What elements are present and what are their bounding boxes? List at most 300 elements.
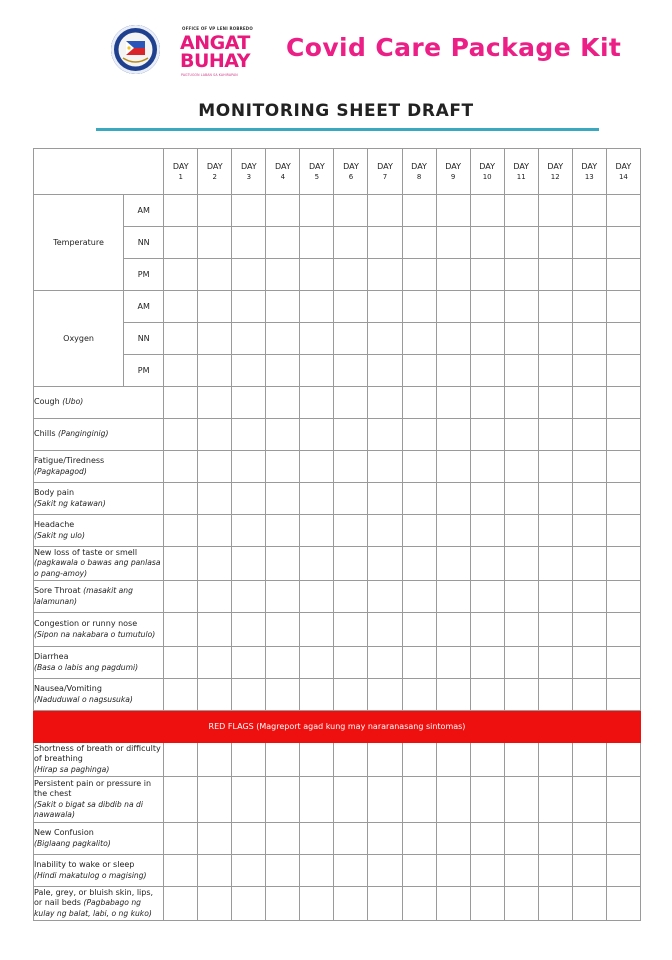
entry-cell[interactable] bbox=[436, 855, 470, 887]
entry-cell[interactable] bbox=[232, 515, 266, 547]
entry-cell[interactable] bbox=[266, 613, 300, 647]
entry-cell[interactable] bbox=[402, 515, 436, 547]
entry-cell[interactable] bbox=[266, 227, 300, 259]
entry-cell[interactable] bbox=[300, 613, 334, 647]
entry-cell[interactable] bbox=[232, 743, 266, 777]
entry-cell[interactable] bbox=[198, 547, 232, 581]
entry-cell[interactable] bbox=[606, 355, 640, 387]
entry-cell[interactable] bbox=[436, 887, 470, 921]
entry-cell[interactable] bbox=[266, 387, 300, 419]
entry-cell[interactable] bbox=[232, 291, 266, 323]
entry-cell[interactable] bbox=[198, 581, 232, 613]
entry-cell[interactable] bbox=[606, 743, 640, 777]
entry-cell[interactable] bbox=[334, 547, 368, 581]
entry-cell[interactable] bbox=[402, 291, 436, 323]
entry-cell[interactable] bbox=[164, 323, 198, 355]
entry-cell[interactable] bbox=[198, 419, 232, 451]
entry-cell[interactable] bbox=[368, 613, 402, 647]
entry-cell[interactable] bbox=[198, 195, 232, 227]
entry-cell[interactable] bbox=[538, 227, 572, 259]
entry-cell[interactable] bbox=[470, 777, 504, 823]
entry-cell[interactable] bbox=[300, 855, 334, 887]
entry-cell[interactable] bbox=[164, 451, 198, 483]
entry-cell[interactable] bbox=[198, 613, 232, 647]
entry-cell[interactable] bbox=[470, 259, 504, 291]
entry-cell[interactable] bbox=[402, 195, 436, 227]
entry-cell[interactable] bbox=[436, 581, 470, 613]
entry-cell[interactable] bbox=[470, 855, 504, 887]
entry-cell[interactable] bbox=[538, 581, 572, 613]
entry-cell[interactable] bbox=[402, 581, 436, 613]
entry-cell[interactable] bbox=[538, 777, 572, 823]
entry-cell[interactable] bbox=[300, 515, 334, 547]
entry-cell[interactable] bbox=[232, 451, 266, 483]
entry-cell[interactable] bbox=[198, 355, 232, 387]
entry-cell[interactable] bbox=[504, 323, 538, 355]
entry-cell[interactable] bbox=[470, 387, 504, 419]
entry-cell[interactable] bbox=[572, 647, 606, 679]
entry-cell[interactable] bbox=[368, 323, 402, 355]
entry-cell[interactable] bbox=[538, 647, 572, 679]
entry-cell[interactable] bbox=[572, 679, 606, 711]
entry-cell[interactable] bbox=[470, 227, 504, 259]
entry-cell[interactable] bbox=[368, 387, 402, 419]
entry-cell[interactable] bbox=[266, 259, 300, 291]
entry-cell[interactable] bbox=[164, 195, 198, 227]
entry-cell[interactable] bbox=[232, 679, 266, 711]
entry-cell[interactable] bbox=[538, 515, 572, 547]
logo-word-buhay: BUHAY bbox=[180, 50, 250, 72]
entry-cell[interactable] bbox=[334, 743, 368, 777]
entry-cell[interactable] bbox=[368, 547, 402, 581]
entry-cell[interactable] bbox=[606, 227, 640, 259]
entry-cell[interactable] bbox=[436, 195, 470, 227]
entry-cell[interactable] bbox=[538, 823, 572, 855]
entry-cell[interactable] bbox=[606, 195, 640, 227]
entry-cell[interactable] bbox=[198, 451, 232, 483]
entry-cell[interactable] bbox=[538, 259, 572, 291]
entry-cell[interactable] bbox=[538, 323, 572, 355]
entry-cell[interactable] bbox=[402, 419, 436, 451]
table-row bbox=[34, 387, 641, 419]
entry-cell[interactable] bbox=[232, 419, 266, 451]
entry-cell[interactable] bbox=[470, 581, 504, 613]
entry-cell[interactable] bbox=[436, 547, 470, 581]
entry-cell[interactable] bbox=[538, 855, 572, 887]
entry-cell[interactable] bbox=[504, 387, 538, 419]
entry-cell[interactable] bbox=[436, 259, 470, 291]
entry-cell[interactable] bbox=[368, 259, 402, 291]
entry-cell[interactable] bbox=[334, 195, 368, 227]
entry-cell[interactable] bbox=[572, 419, 606, 451]
entry-cell[interactable] bbox=[504, 777, 538, 823]
entry-cell[interactable] bbox=[334, 259, 368, 291]
entry-cell[interactable] bbox=[606, 855, 640, 887]
entry-cell[interactable] bbox=[232, 483, 266, 515]
entry-cell[interactable] bbox=[402, 613, 436, 647]
entry-cell[interactable] bbox=[470, 823, 504, 855]
entry-cell[interactable] bbox=[470, 355, 504, 387]
entry-cell[interactable] bbox=[368, 887, 402, 921]
entry-cell[interactable] bbox=[300, 387, 334, 419]
entry-cell[interactable] bbox=[436, 227, 470, 259]
entry-cell[interactable] bbox=[334, 515, 368, 547]
entry-cell[interactable] bbox=[504, 581, 538, 613]
entry-cell[interactable] bbox=[504, 227, 538, 259]
entry-cell[interactable] bbox=[402, 647, 436, 679]
entry-cell[interactable] bbox=[334, 355, 368, 387]
entry-cell[interactable] bbox=[402, 887, 436, 921]
entry-cell[interactable] bbox=[504, 855, 538, 887]
entry-cell[interactable] bbox=[606, 291, 640, 323]
entry-cell[interactable] bbox=[606, 679, 640, 711]
entry-cell[interactable] bbox=[232, 323, 266, 355]
entry-cell[interactable] bbox=[300, 291, 334, 323]
entry-cell[interactable] bbox=[572, 355, 606, 387]
entry-cell[interactable] bbox=[368, 195, 402, 227]
entry-cell[interactable] bbox=[164, 355, 198, 387]
entry-cell[interactable] bbox=[402, 323, 436, 355]
entry-cell[interactable] bbox=[164, 679, 198, 711]
table-row bbox=[34, 613, 641, 647]
entry-cell[interactable] bbox=[606, 419, 640, 451]
entry-cell[interactable] bbox=[504, 515, 538, 547]
entry-cell[interactable] bbox=[300, 323, 334, 355]
entry-cell[interactable] bbox=[266, 647, 300, 679]
entry-cell[interactable] bbox=[470, 323, 504, 355]
entry-cell[interactable] bbox=[572, 483, 606, 515]
entry-cell[interactable] bbox=[436, 291, 470, 323]
entry-cell[interactable] bbox=[300, 195, 334, 227]
entry-cell[interactable] bbox=[368, 483, 402, 515]
entry-cell[interactable] bbox=[538, 547, 572, 581]
entry-cell[interactable] bbox=[368, 451, 402, 483]
entry-cell[interactable] bbox=[232, 887, 266, 921]
entry-cell[interactable] bbox=[470, 451, 504, 483]
entry-cell[interactable] bbox=[436, 743, 470, 777]
entry-cell[interactable] bbox=[334, 227, 368, 259]
entry-cell[interactable] bbox=[504, 613, 538, 647]
entry-cell[interactable] bbox=[402, 547, 436, 581]
entry-cell[interactable] bbox=[504, 743, 538, 777]
entry-cell[interactable] bbox=[572, 613, 606, 647]
entry-cell[interactable] bbox=[266, 355, 300, 387]
entry-cell[interactable] bbox=[164, 515, 198, 547]
entry-cell[interactable] bbox=[504, 483, 538, 515]
entry-cell[interactable] bbox=[368, 515, 402, 547]
entry-cell[interactable] bbox=[198, 679, 232, 711]
entry-cell[interactable] bbox=[232, 581, 266, 613]
entry-cell[interactable] bbox=[266, 547, 300, 581]
entry-cell[interactable] bbox=[368, 679, 402, 711]
entry-cell[interactable] bbox=[606, 483, 640, 515]
entry-cell[interactable] bbox=[198, 823, 232, 855]
entry-cell[interactable] bbox=[538, 613, 572, 647]
entry-cell[interactable] bbox=[436, 355, 470, 387]
entry-cell[interactable] bbox=[470, 483, 504, 515]
entry-cell[interactable] bbox=[402, 483, 436, 515]
entry-cell[interactable] bbox=[334, 387, 368, 419]
entry-cell[interactable] bbox=[164, 547, 198, 581]
entry-cell[interactable] bbox=[368, 647, 402, 679]
entry-cell[interactable] bbox=[334, 647, 368, 679]
entry-cell[interactable] bbox=[266, 323, 300, 355]
entry-cell[interactable] bbox=[538, 887, 572, 921]
entry-cell[interactable] bbox=[266, 777, 300, 823]
entry-cell[interactable] bbox=[232, 259, 266, 291]
entry-cell[interactable] bbox=[504, 823, 538, 855]
entry-cell[interactable] bbox=[504, 419, 538, 451]
entry-cell[interactable] bbox=[436, 451, 470, 483]
entry-cell[interactable] bbox=[572, 515, 606, 547]
entry-cell[interactable] bbox=[198, 887, 232, 921]
entry-cell[interactable] bbox=[402, 227, 436, 259]
entry-cell[interactable] bbox=[436, 387, 470, 419]
entry-cell[interactable] bbox=[606, 451, 640, 483]
entry-cell[interactable] bbox=[164, 227, 198, 259]
entry-cell[interactable] bbox=[538, 483, 572, 515]
entry-cell[interactable] bbox=[504, 195, 538, 227]
entry-cell[interactable] bbox=[232, 387, 266, 419]
entry-cell[interactable] bbox=[436, 323, 470, 355]
entry-cell[interactable] bbox=[470, 195, 504, 227]
entry-cell[interactable] bbox=[436, 483, 470, 515]
entry-cell[interactable] bbox=[470, 613, 504, 647]
entry-cell[interactable] bbox=[266, 743, 300, 777]
entry-cell[interactable] bbox=[334, 483, 368, 515]
entry-cell[interactable] bbox=[470, 291, 504, 323]
entry-cell[interactable] bbox=[164, 777, 198, 823]
entry-cell[interactable] bbox=[538, 387, 572, 419]
entry-cell[interactable] bbox=[368, 743, 402, 777]
entry-cell[interactable] bbox=[504, 547, 538, 581]
entry-cell[interactable] bbox=[300, 743, 334, 777]
entry-cell[interactable] bbox=[572, 855, 606, 887]
entry-cell[interactable] bbox=[436, 613, 470, 647]
entry-cell[interactable] bbox=[232, 647, 266, 679]
entry-cell[interactable] bbox=[402, 451, 436, 483]
entry-cell[interactable] bbox=[334, 613, 368, 647]
entry-cell[interactable] bbox=[300, 547, 334, 581]
entry-cell[interactable] bbox=[300, 823, 334, 855]
entry-cell[interactable] bbox=[402, 777, 436, 823]
entry-cell[interactable] bbox=[266, 823, 300, 855]
day-word: DAY bbox=[172, 161, 189, 171]
entry-cell[interactable] bbox=[266, 195, 300, 227]
entry-cell[interactable] bbox=[198, 777, 232, 823]
entry-cell[interactable] bbox=[572, 547, 606, 581]
entry-cell[interactable] bbox=[198, 483, 232, 515]
entry-cell[interactable] bbox=[402, 387, 436, 419]
entry-cell[interactable] bbox=[470, 679, 504, 711]
entry-cell[interactable] bbox=[300, 679, 334, 711]
entry-cell[interactable] bbox=[232, 823, 266, 855]
entry-cell[interactable] bbox=[504, 355, 538, 387]
entry-cell[interactable] bbox=[164, 483, 198, 515]
entry-cell[interactable] bbox=[198, 647, 232, 679]
entry-cell[interactable] bbox=[572, 743, 606, 777]
entry-cell[interactable] bbox=[232, 855, 266, 887]
entry-cell[interactable] bbox=[606, 515, 640, 547]
day-number: 1 bbox=[178, 172, 183, 181]
entry-cell[interactable] bbox=[266, 679, 300, 711]
entry-cell[interactable] bbox=[232, 777, 266, 823]
entry-cell[interactable] bbox=[538, 451, 572, 483]
entry-cell[interactable] bbox=[504, 887, 538, 921]
entry-cell[interactable] bbox=[266, 291, 300, 323]
entry-cell[interactable] bbox=[266, 419, 300, 451]
entry-cell[interactable] bbox=[334, 581, 368, 613]
entry-cell[interactable] bbox=[266, 515, 300, 547]
entry-cell[interactable] bbox=[368, 227, 402, 259]
entry-cell[interactable] bbox=[402, 259, 436, 291]
entry-cell[interactable] bbox=[572, 581, 606, 613]
entry-cell[interactable] bbox=[300, 227, 334, 259]
entry-cell[interactable] bbox=[334, 323, 368, 355]
entry-cell[interactable] bbox=[436, 647, 470, 679]
entry-cell[interactable] bbox=[606, 581, 640, 613]
entry-cell[interactable] bbox=[198, 227, 232, 259]
entry-cell[interactable] bbox=[232, 227, 266, 259]
entry-cell[interactable] bbox=[368, 823, 402, 855]
entry-cell[interactable] bbox=[470, 547, 504, 581]
entry-cell[interactable] bbox=[538, 195, 572, 227]
entry-cell[interactable] bbox=[572, 387, 606, 419]
entry-cell[interactable] bbox=[300, 887, 334, 921]
entry-cell[interactable] bbox=[334, 419, 368, 451]
entry-cell[interactable] bbox=[164, 743, 198, 777]
entry-cell[interactable] bbox=[300, 355, 334, 387]
entry-cell[interactable] bbox=[572, 777, 606, 823]
entry-cell[interactable] bbox=[198, 743, 232, 777]
entry-cell[interactable] bbox=[266, 581, 300, 613]
entry-cell[interactable] bbox=[300, 259, 334, 291]
entry-cell[interactable] bbox=[164, 613, 198, 647]
entry-cell[interactable] bbox=[470, 515, 504, 547]
entry-cell[interactable] bbox=[164, 291, 198, 323]
entry-cell[interactable] bbox=[164, 419, 198, 451]
entry-cell[interactable] bbox=[164, 259, 198, 291]
entry-cell[interactable] bbox=[572, 451, 606, 483]
entry-cell[interactable] bbox=[164, 823, 198, 855]
entry-cell[interactable] bbox=[334, 855, 368, 887]
entry-cell[interactable] bbox=[164, 887, 198, 921]
entry-cell[interactable] bbox=[572, 323, 606, 355]
entry-cell[interactable] bbox=[232, 547, 266, 581]
entry-cell[interactable] bbox=[606, 823, 640, 855]
entry-cell[interactable] bbox=[232, 195, 266, 227]
entry-cell[interactable] bbox=[504, 451, 538, 483]
entry-cell[interactable] bbox=[606, 323, 640, 355]
entry-cell[interactable] bbox=[538, 355, 572, 387]
entry-cell[interactable] bbox=[334, 291, 368, 323]
entry-cell[interactable] bbox=[368, 777, 402, 823]
entry-cell[interactable] bbox=[198, 387, 232, 419]
entry-cell[interactable] bbox=[470, 743, 504, 777]
entry-cell[interactable] bbox=[402, 679, 436, 711]
entry-cell[interactable] bbox=[572, 259, 606, 291]
entry-cell[interactable] bbox=[572, 195, 606, 227]
entry-cell[interactable] bbox=[470, 647, 504, 679]
entry-cell[interactable] bbox=[334, 451, 368, 483]
entry-cell[interactable] bbox=[402, 355, 436, 387]
entry-cell[interactable] bbox=[334, 679, 368, 711]
entry-cell[interactable] bbox=[538, 419, 572, 451]
entry-cell[interactable] bbox=[266, 887, 300, 921]
entry-cell[interactable] bbox=[198, 291, 232, 323]
entry-cell[interactable] bbox=[606, 547, 640, 581]
entry-cell[interactable] bbox=[334, 777, 368, 823]
entry-cell[interactable] bbox=[606, 647, 640, 679]
entry-cell[interactable] bbox=[504, 679, 538, 711]
entry-cell[interactable] bbox=[368, 581, 402, 613]
entry-cell[interactable] bbox=[402, 823, 436, 855]
entry-cell[interactable] bbox=[436, 777, 470, 823]
entry-cell[interactable] bbox=[436, 515, 470, 547]
entry-cell[interactable] bbox=[504, 647, 538, 679]
entry-cell[interactable] bbox=[572, 823, 606, 855]
entry-cell[interactable] bbox=[402, 743, 436, 777]
entry-cell[interactable] bbox=[606, 777, 640, 823]
entry-cell[interactable] bbox=[300, 483, 334, 515]
entry-cell[interactable] bbox=[300, 451, 334, 483]
entry-cell[interactable] bbox=[504, 259, 538, 291]
entry-cell[interactable] bbox=[572, 291, 606, 323]
entry-cell[interactable] bbox=[198, 259, 232, 291]
entry-cell[interactable] bbox=[436, 419, 470, 451]
entry-cell[interactable] bbox=[334, 887, 368, 921]
entry-cell[interactable] bbox=[266, 483, 300, 515]
entry-cell[interactable] bbox=[368, 419, 402, 451]
entry-cell[interactable] bbox=[164, 581, 198, 613]
entry-cell[interactable] bbox=[538, 743, 572, 777]
entry-cell[interactable] bbox=[436, 679, 470, 711]
entry-cell[interactable] bbox=[572, 887, 606, 921]
entry-cell[interactable] bbox=[300, 777, 334, 823]
entry-cell[interactable] bbox=[198, 323, 232, 355]
entry-cell[interactable] bbox=[368, 291, 402, 323]
entry-cell[interactable] bbox=[368, 355, 402, 387]
entry-cell[interactable] bbox=[164, 387, 198, 419]
entry-cell[interactable] bbox=[606, 887, 640, 921]
entry-cell[interactable] bbox=[164, 647, 198, 679]
time-of-day-label: PM bbox=[124, 259, 164, 291]
entry-cell[interactable] bbox=[334, 823, 368, 855]
entry-cell[interactable] bbox=[164, 855, 198, 887]
entry-cell[interactable] bbox=[402, 855, 436, 887]
entry-cell[interactable] bbox=[470, 419, 504, 451]
entry-cell[interactable] bbox=[266, 855, 300, 887]
entry-cell[interactable] bbox=[504, 291, 538, 323]
entry-cell[interactable] bbox=[198, 855, 232, 887]
entry-cell[interactable] bbox=[606, 613, 640, 647]
entry-cell[interactable] bbox=[232, 613, 266, 647]
entry-cell[interactable] bbox=[606, 259, 640, 291]
entry-cell[interactable] bbox=[300, 419, 334, 451]
entry-cell[interactable] bbox=[198, 515, 232, 547]
entry-cell[interactable] bbox=[266, 451, 300, 483]
entry-cell[interactable] bbox=[606, 387, 640, 419]
entry-cell[interactable] bbox=[470, 887, 504, 921]
entry-cell[interactable] bbox=[368, 855, 402, 887]
entry-cell[interactable] bbox=[300, 647, 334, 679]
entry-cell[interactable] bbox=[232, 355, 266, 387]
entry-cell[interactable] bbox=[538, 679, 572, 711]
entry-cell[interactable] bbox=[300, 581, 334, 613]
entry-cell[interactable] bbox=[572, 227, 606, 259]
entry-cell[interactable] bbox=[538, 291, 572, 323]
entry-cell[interactable] bbox=[436, 823, 470, 855]
